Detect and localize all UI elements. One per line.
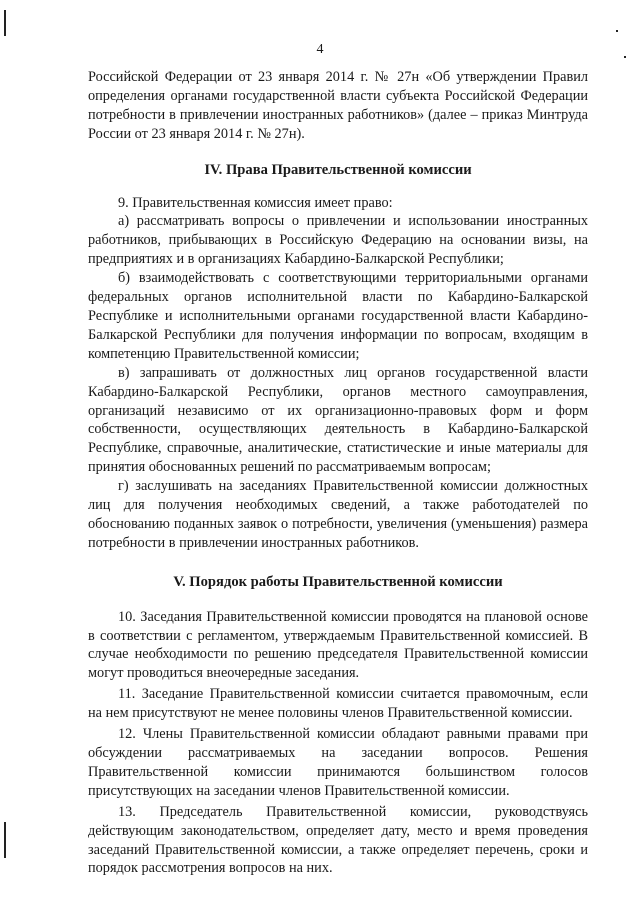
scan-speck-right-2 (624, 56, 626, 58)
scan-speck-right-1 (616, 30, 618, 32)
paragraph-intro: Российской Федерации от 23 января 2014 г. № 27н «Об утверждении Правил определения органами государственной власти субъекта Российской Федерации потребности в привлечении иностранных работников» (далее – приказ Минтруда России от 23 января 2014 г. № 27н). (88, 69, 588, 142)
scan-edge-mark-left-bottom (4, 822, 6, 858)
paragraph-11: 11. Заседание Правительственной комиссии считается правомочным, если на нем присутствуют не менее половины членов Правительственной комиссии. (88, 686, 588, 722)
document-body (88, 68, 588, 878)
scan-edge-mark-left-top (4, 10, 6, 36)
page-number: 4 (316, 42, 324, 57)
paragraph-9a: а) рассматривать вопросы о привлечении и использовании иностранных работников, прибывающих в Российскую Федерацию на основании визы, на предприятиях и в организациях Кабардино-Балкарской Республики; (88, 213, 588, 268)
paragraph-9b: б) взаимодействовать с соответствующими территориальными органами федеральных органов исполнительной власти по Кабардино-Балкарской Республике и исполнительными органами государственной власти Кабардино-Балкарской Республики для получения информации по вопросам, входящим в компетенцию Правительственной комиссии; (88, 270, 588, 362)
paragraph-12: 12. Члены Правительственной комиссии обладают равными правами при обсуждении рассматриваемых на заседании вопросов. Решения Правительственной комиссии принимаются большинством голосов присутствующих на заседании членов Правительственной комиссии. (88, 726, 588, 799)
paragraph-13: 13. Председатель Правительственной комиссии, руководствуясь действующим законодательством, определяет дату, место и время проведения заседаний Правительственной комиссии, а также определяет перечень, сроки и порядок рассмотрения вопросов на них. (88, 803, 588, 877)
paragraph-9c: в) запрашивать от должностных лиц органов государственной власти Кабардино-Балкарской Республики, органов местного самоуправления, организаций независимо от их организационно-правовых форм и форм собственности, осуществляющих деятельность в Кабардино-Балкарской Республике, справочные, аналитические, статистические и иные материалы для принятия обоснованных решений по рассматриваемым вопросам; (88, 364, 588, 476)
section-heading-v: V. Порядок работы Правительственной комиссии (173, 573, 503, 590)
section-heading-iv: IV. Права Правительственной комиссии (204, 161, 472, 178)
paragraph-9: 9. Правительственная комиссия имеет право: (118, 194, 393, 211)
paragraph-10: 10. Заседания Правительственной комиссии проводятся на плановой основе в соответствии с регламентом, утверждаемым Правительственной комиссией. В случае необходимости по решению председателя Правительственной комиссии могут проводиться внеочередные заседания. (88, 608, 588, 682)
paragraph-9d: г) заслушивать на заседаниях Правительственной комиссии должностных лиц для получения необходимых сведений, а также работодателей по обоснованию поданных заявок о потребности, увеличения (уменьшения) размера потребности в привлечении иностранных работников. (88, 478, 588, 551)
